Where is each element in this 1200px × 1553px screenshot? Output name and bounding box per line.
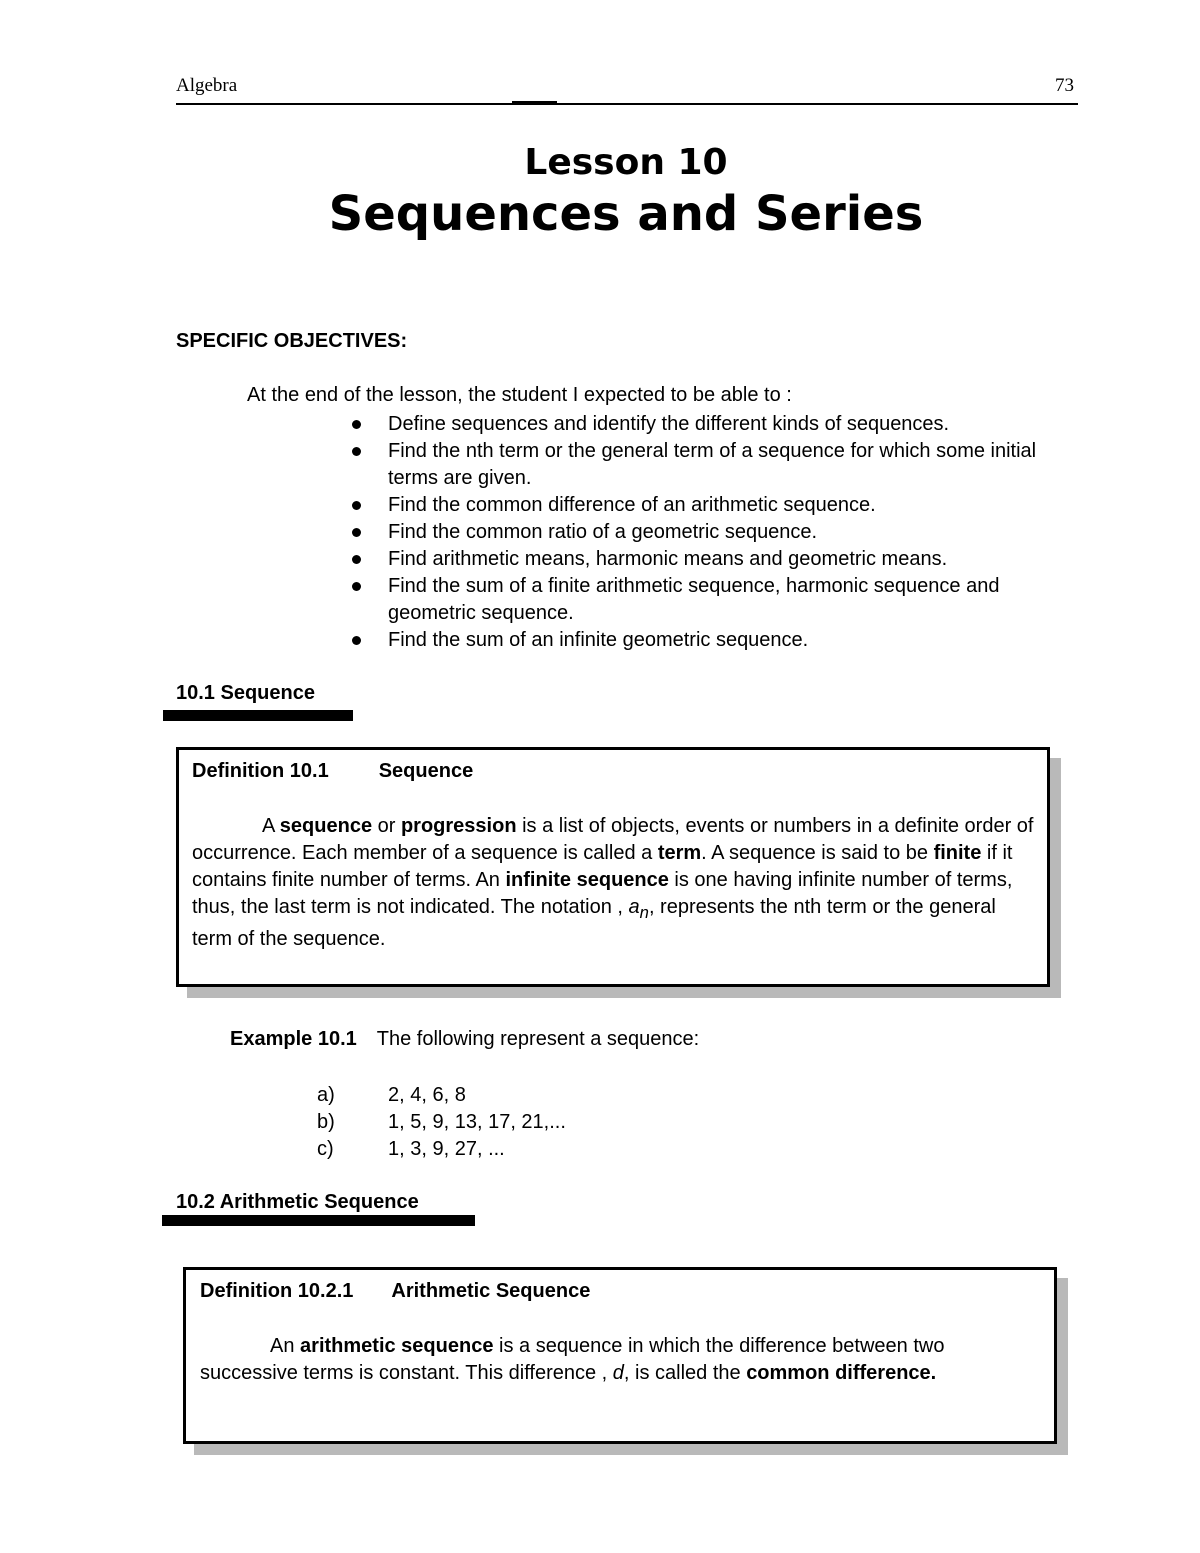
objective-text: Find the sum of a finite arithmetic sequence, harmonic sequence and geometric sequence. bbox=[388, 575, 1000, 624]
example-text: The following represent a sequence: bbox=[376, 1028, 700, 1050]
definition-text-part: An bbox=[270, 1335, 301, 1357]
example-item-label: c) bbox=[317, 1138, 334, 1160]
definition-text-part: is one having infinite number of terms, thus, the last term is not indicated. The notation , bbox=[192, 869, 1013, 918]
example-item-label: a) bbox=[317, 1084, 335, 1106]
lesson-number: Lesson 10 bbox=[524, 142, 728, 183]
example-item-value: 1, 5, 9, 13, 17, 21,... bbox=[388, 1111, 566, 1133]
bullet-icon bbox=[352, 555, 361, 564]
bullet-icon bbox=[352, 447, 361, 456]
definition-text-part: or bbox=[372, 815, 401, 837]
lesson-title: Sequences and Series bbox=[328, 186, 924, 242]
bullet-icon bbox=[352, 501, 361, 510]
objective-item bbox=[352, 519, 1072, 546]
definition-text-part: A bbox=[262, 815, 280, 837]
objective-text: Find the sum of an infinite geometric sequence. bbox=[388, 629, 809, 651]
objective-item bbox=[352, 492, 1072, 519]
definition-text-part: is a list of objects, events or numbers in a definite order of occurrence. Each member of a sequence is called a bbox=[192, 815, 1034, 864]
header-rule-tab bbox=[512, 101, 557, 105]
objective-text: Find the nth term or the general term of a sequence for which some initial terms are given. bbox=[388, 440, 1037, 489]
defined-term: infinite sequence bbox=[505, 869, 669, 891]
section-underline-bar bbox=[162, 1215, 475, 1226]
defined-term: term bbox=[657, 842, 702, 864]
bullet-icon bbox=[352, 420, 361, 429]
section-underline-bar bbox=[163, 710, 353, 721]
definition-text bbox=[192, 813, 1035, 953]
example-heading bbox=[230, 1028, 699, 1051]
page-number: 73 bbox=[1055, 75, 1074, 96]
example-item bbox=[317, 1109, 566, 1136]
definition-text-part: , represents the nth term or the general term of the sequence. bbox=[192, 896, 996, 950]
definition-name: Arithmetic Sequence bbox=[391, 1280, 591, 1302]
objective-text: Find the common ratio of a geometric sequence. bbox=[388, 521, 818, 543]
defined-term: common difference. bbox=[746, 1362, 937, 1384]
example-label: Example 10.1 bbox=[230, 1028, 357, 1050]
definition-number: Definition 10.2.1 bbox=[200, 1280, 354, 1302]
section-heading-sequence: 10.1 Sequence bbox=[176, 682, 315, 704]
example-items bbox=[317, 1082, 566, 1163]
example-item-value: 2, 4, 6, 8 bbox=[388, 1084, 466, 1106]
example-item-value: 1, 3, 9, 27, ... bbox=[388, 1138, 505, 1160]
objectives-heading: SPECIFIC OBJECTIVES: bbox=[176, 330, 408, 352]
definition-box-arithmetic bbox=[183, 1267, 1057, 1444]
objectives-list bbox=[352, 411, 1072, 654]
defined-term: arithmetic sequence bbox=[300, 1335, 494, 1357]
defined-term: progression bbox=[400, 815, 517, 837]
definition-title bbox=[192, 758, 1035, 785]
bullet-icon bbox=[352, 582, 361, 591]
definition-text bbox=[200, 1333, 1042, 1387]
defined-term: sequence bbox=[279, 815, 373, 837]
section-heading-arithmetic: 10.2 Arithmetic Sequence bbox=[176, 1191, 419, 1213]
objective-item bbox=[352, 438, 1072, 492]
variable-symbol: d bbox=[612, 1362, 624, 1384]
objective-text: Find the common difference of an arithmetic sequence. bbox=[388, 494, 876, 516]
definition-text-part: is a sequence in which the difference between two successive terms is constant. This difference , bbox=[200, 1335, 945, 1384]
bullet-icon bbox=[352, 528, 361, 537]
definition-text-part: if it contains finite number of terms. An bbox=[192, 842, 1013, 891]
definition-text-part: . A sequence is said to be bbox=[701, 842, 934, 864]
running-header-subject: Algebra bbox=[176, 75, 238, 96]
objective-item bbox=[352, 411, 1072, 438]
bullet-icon bbox=[352, 636, 361, 645]
objective-item bbox=[352, 627, 1072, 654]
definition-name: Sequence bbox=[378, 760, 474, 782]
header-rule bbox=[176, 103, 1078, 105]
objective-text: Find arithmetic means, harmonic means and geometric means. bbox=[388, 548, 948, 570]
notation-symbol: a bbox=[628, 896, 640, 918]
definition-number: Definition 10.1 bbox=[192, 760, 329, 782]
definition-title bbox=[200, 1278, 1042, 1305]
defined-term: finite bbox=[933, 842, 982, 864]
objective-text: Define sequences and identify the different kinds of sequences. bbox=[388, 413, 950, 435]
objective-item bbox=[352, 573, 1072, 627]
objective-item bbox=[352, 546, 1072, 573]
objectives-intro: At the end of the lesson, the student I expected to be able to : bbox=[247, 384, 792, 406]
definition-text-part: , is called the bbox=[623, 1362, 747, 1384]
definition-box-sequence bbox=[176, 747, 1050, 987]
notation-subscript: n bbox=[639, 903, 649, 922]
example-item-label: b) bbox=[317, 1111, 335, 1133]
example-item bbox=[317, 1082, 566, 1109]
example-item bbox=[317, 1136, 566, 1163]
